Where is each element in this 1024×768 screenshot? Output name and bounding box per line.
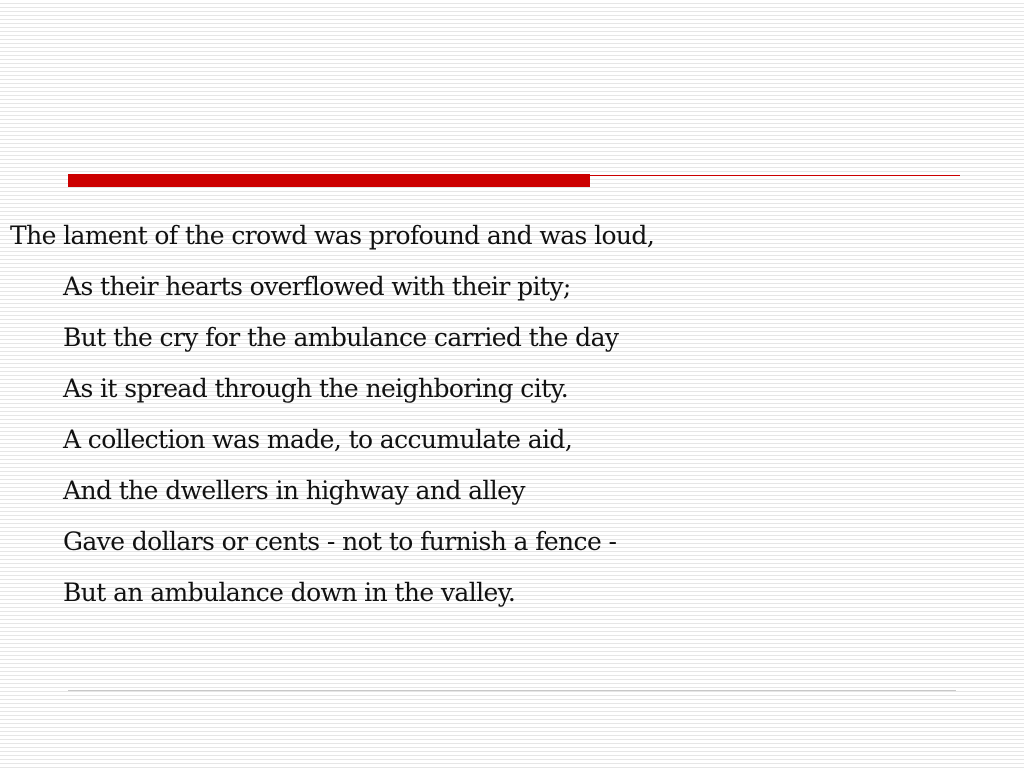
poem-line: But the cry for the ambulance carried the day: [63, 323, 619, 352]
accent-rule-thin: [590, 175, 960, 176]
poem-line: And the dwellers in highway and alley: [63, 476, 525, 505]
poem-line: As their hearts overflowed with their pity;: [63, 272, 571, 301]
poem-line: As it spread through the neighboring city.: [63, 374, 569, 403]
poem-line: But an ambulance down in the valley.: [63, 578, 516, 607]
poem-line: The lament of the crowd was profound and was loud,: [10, 221, 655, 250]
poem-line: Gave dollars or cents - not to furnish a fence -: [63, 527, 617, 556]
accent-rule-thick: [68, 174, 590, 187]
poem-line: A collection was made, to accumulate aid,: [63, 425, 573, 454]
footer-rule: [68, 690, 956, 691]
poem-stanza: [10, 210, 1010, 618]
